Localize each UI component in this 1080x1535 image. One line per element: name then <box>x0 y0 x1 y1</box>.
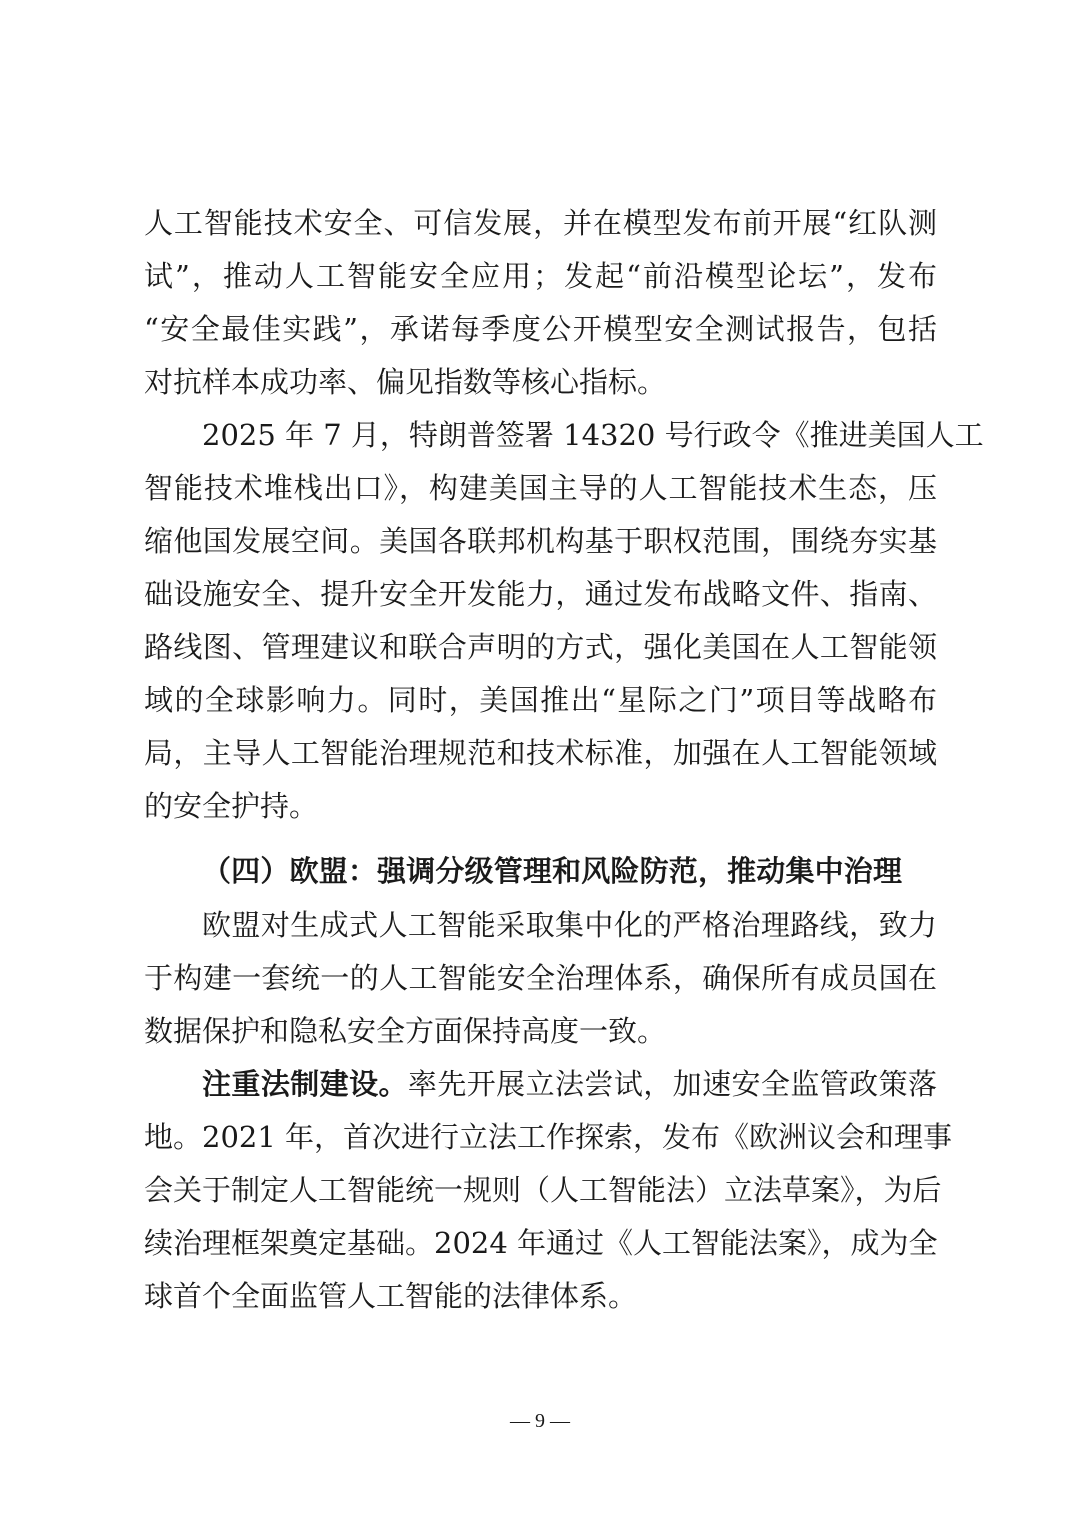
paragraph-4-lead: 注重法制建设。 <box>202 1067 408 1101</box>
paragraph-4-line-5: 球首个全面监管人工智能的法律体系。 <box>144 1279 638 1313</box>
paragraph-2-line-3: 缩他国发展空间。美国各联邦机构基于职权范围，围绕夯实基 <box>144 524 937 558</box>
paragraph-2-line-6: 域的全球影响力。同时，美国推出“星际之门”项目等战略布 <box>144 683 937 717</box>
paragraph-4-line-1-text: 率先开展立法尝试，加速安全监管政策落 <box>407 1067 937 1101</box>
paragraph-2-line-5: 路线图、管理建议和联合声明的方式，强化美国在人工智能领 <box>144 630 937 664</box>
paragraph-1-line-2: 试”，推动人工智能安全应用；发起“前沿模型论坛”，发布 <box>144 259 937 293</box>
paragraph-3-line-1: 欧盟对生成式人工智能采取集中化的严格治理路线，致力 <box>202 908 937 942</box>
paragraph-2-line-7: 局，主导人工智能治理规范和技术标准，加强在人工智能领域 <box>144 736 937 770</box>
paragraph-1-line-4: 对抗样本成功率、偏见指数等核心指标。 <box>144 365 667 399</box>
paragraph-1-line-1: 人工智能技术安全、可信发展，并在模型发布前开展“红队测 <box>144 206 937 240</box>
paragraph-3-line-3: 数据保护和隐私安全方面保持高度一致。 <box>144 1014 667 1048</box>
page-number: — 9 — <box>510 1410 570 1432</box>
section-heading: （四）欧盟：强调分级管理和风险防范，推动集中治理 <box>202 854 902 888</box>
paragraph-3-line-2: 于构建一套统一的人工智能安全治理体系，确保所有成员国在 <box>144 961 937 995</box>
paragraph-2-line-4: 础设施安全、提升安全开发能力，通过发布战略文件、指南、 <box>144 577 937 611</box>
paragraph-2-line-2: 智能技术堆栈出口》，构建美国主导的人工智能技术生态，压 <box>144 471 937 505</box>
paragraph-4-line-2: 地。2021 年，首次进行立法工作探索，发布《欧洲议会和理事 <box>144 1120 953 1154</box>
paragraph-2-line-1: 2025 年 7 月，特朗普签署 14320 号行政令《推进美国人工 <box>202 418 984 452</box>
paragraph-4-line-3: 会关于制定人工智能统一规则（人工智能法）立法草案》，为后 <box>144 1173 942 1207</box>
paragraph-1-line-3: “安全最佳实践”，承诺每季度公开模型安全测试报告，包括 <box>144 312 937 346</box>
paragraph-2-line-8: 的安全护持。 <box>144 789 319 823</box>
paragraph-4-line-1 <box>202 1064 937 1104</box>
paragraph-4-line-4: 续治理框架奠定基础。2024 年通过《人工智能法案》，成为全 <box>144 1226 938 1260</box>
